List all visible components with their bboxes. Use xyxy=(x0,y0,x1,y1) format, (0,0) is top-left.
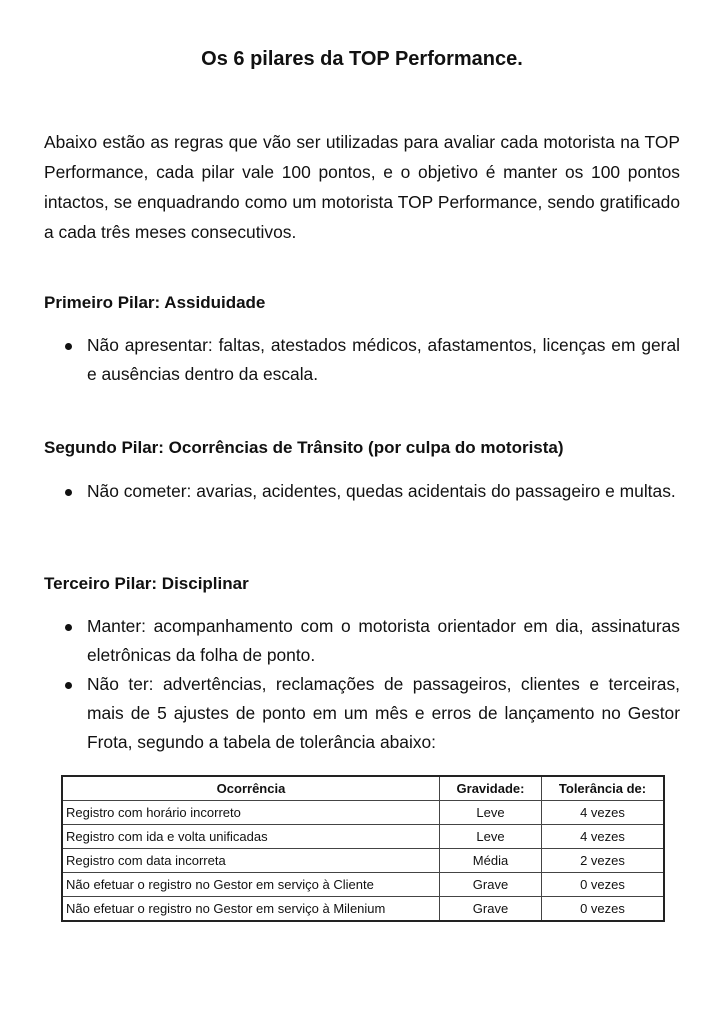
table-header-row xyxy=(62,776,664,801)
list-item xyxy=(44,612,680,670)
bullet-dot-icon xyxy=(65,624,72,631)
cell-tolerancia: 0 vezes xyxy=(542,897,665,922)
cell-ocorrencia: Registro com horário incorreto xyxy=(62,801,440,825)
cell-tolerancia: 4 vezes xyxy=(542,825,665,849)
cell-ocorrencia: Não efetuar o registro no Gestor em serviço à Milenium xyxy=(62,897,440,922)
bullet-text: Manter: acompanhamento com o motorista orientador em dia, assinaturas eletrônicas da folha de ponto. xyxy=(87,616,680,665)
column-header-gravidade: Gravidade: xyxy=(440,776,542,801)
table-row xyxy=(62,873,664,897)
pillar-3-heading: Terceiro Pilar: Disciplinar xyxy=(44,574,249,593)
cell-gravidade: Média xyxy=(440,849,542,873)
cell-ocorrencia: Não efetuar o registro no Gestor em serviço à Cliente xyxy=(62,873,440,897)
cell-gravidade: Grave xyxy=(440,897,542,922)
bullet-text: Não cometer: avarias, acidentes, quedas acidentais do passageiro e multas. xyxy=(87,481,676,501)
bullet-text: Não ter: advertências, reclamações de passageiros, clientes e terceiras, mais de 5 ajustes de ponto em um mês e erros de lançamento no Gestor Frota, segundo a tabela de tolerância abaixo: xyxy=(87,674,680,752)
cell-ocorrencia: Registro com data incorreta xyxy=(62,849,440,873)
pillar-3-bullet-list xyxy=(44,612,680,757)
pillar-1-bullet-list xyxy=(44,331,680,389)
tolerance-table xyxy=(61,775,665,922)
cell-tolerancia: 2 vezes xyxy=(542,849,665,873)
list-item xyxy=(44,331,680,389)
list-item xyxy=(44,670,680,757)
cell-tolerancia: 0 vezes xyxy=(542,873,665,897)
pillar-2-bullet-list xyxy=(44,477,680,506)
cell-gravidade: Leve xyxy=(440,801,542,825)
bullet-text: Não apresentar: faltas, atestados médicos, afastamentos, licenças em geral e ausências dentro da escala. xyxy=(87,335,680,384)
bullet-dot-icon xyxy=(65,343,72,350)
table-row xyxy=(62,897,664,922)
column-header-tolerancia: Tolerância de: xyxy=(542,776,665,801)
bullet-dot-icon xyxy=(65,682,72,689)
cell-gravidade: Grave xyxy=(440,873,542,897)
pillar-1-heading: Primeiro Pilar: Assiduidade xyxy=(44,293,266,312)
pillar-2-heading: Segundo Pilar: Ocorrências de Trânsito (por culpa do motorista) xyxy=(44,438,564,457)
cell-gravidade: Leve xyxy=(440,825,542,849)
table-row xyxy=(62,849,664,873)
table-row xyxy=(62,801,664,825)
intro-paragraph: Abaixo estão as regras que vão ser utilizadas para avaliar cada motorista na TOP Performance, cada pilar vale 100 pontos, e o objetivo é manter os 100 pontos intactos, se enquadrando como um motorista TOP Performance, sendo gratificado a cada três meses consecutivos. xyxy=(44,132,680,242)
column-header-ocorrencia: Ocorrência xyxy=(62,776,440,801)
table-row xyxy=(62,825,664,849)
cell-tolerancia: 4 vezes xyxy=(542,801,665,825)
list-item xyxy=(44,477,680,506)
page-title: Os 6 pilares da TOP Performance. xyxy=(201,48,523,70)
bullet-dot-icon xyxy=(65,489,72,496)
cell-ocorrencia: Registro com ida e volta unificadas xyxy=(62,825,440,849)
